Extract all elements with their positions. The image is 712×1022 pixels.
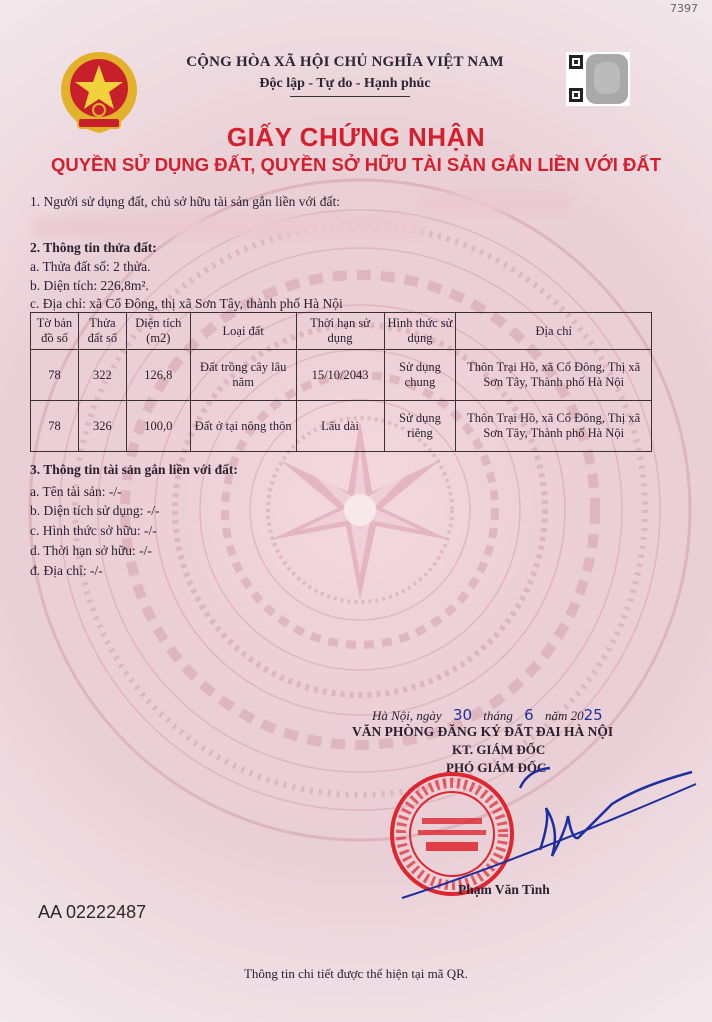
table-cell: 126,8	[126, 350, 190, 401]
table-cell: 78	[31, 350, 79, 401]
certificate-subtitle: QUYỀN SỬ DỤNG ĐẤT, QUYỀN SỞ HỮU TÀI SẢN GẮN LIỀN VỚI ĐẤT	[50, 154, 662, 175]
section-3-label: 3. Thông tin tài sản gắn liền với đất:	[30, 462, 238, 477]
table-header: Loại đất	[190, 313, 296, 350]
table-row	[31, 401, 652, 452]
table-header: Thửa đất số	[78, 313, 126, 350]
asset-address: đ. Địa chỉ: -/-	[30, 563, 103, 578]
land-parcel-table	[30, 312, 652, 452]
redacted-owner-details	[34, 218, 424, 236]
signing-kt: KT. GIÁM ĐỐC	[452, 742, 546, 757]
table-cell: Thôn Trại Hồ, xã Cổ Đông, Thị xã Sơn Tây, Thành phố Hà Nội	[456, 401, 652, 452]
signing-position: PHÓ GIÁM ĐỐC	[446, 760, 547, 775]
motto-underline	[290, 96, 410, 97]
parcel-count: a. Thửa đất số: 2 thửa.	[30, 259, 151, 274]
asset-ownership-term: d. Thời hạn sở hữu: -/-	[30, 543, 152, 558]
serial-number: AA 02222487	[38, 902, 147, 922]
signing-office: VĂN PHÒNG ĐĂNG KÝ ĐẤT ĐAI HÀ NỘI	[352, 724, 614, 739]
table-header: Hình thức sử dụng	[384, 313, 456, 350]
table-cell: Đất trồng cây lâu năm	[190, 350, 296, 401]
section-1-label: 1. Người sử dụng đất, chủ sở hữu tài sản gắn liền với đất:	[30, 194, 340, 209]
table-cell: 100,0	[126, 401, 190, 452]
signing-date: Hà Nội, ngày 30 tháng 6 năm 2025	[372, 706, 603, 724]
signer-name: Phạm Văn Tình	[458, 882, 550, 897]
signature-icon	[400, 760, 700, 910]
table-cell: Sử dụng riêng	[384, 401, 456, 452]
table-cell: Sử dụng chung	[384, 350, 456, 401]
table-header-row	[31, 313, 652, 350]
redacted-owner	[420, 194, 570, 212]
certificate-title: GIẤY CHỨNG NHẬN	[226, 122, 486, 152]
corner-number: 7397	[670, 2, 698, 15]
asset-name: a. Tên tài sản: -/-	[30, 484, 122, 499]
table-row	[31, 350, 652, 401]
table-cell: Đất ở tại nông thôn	[190, 401, 296, 452]
table-cell: 326	[78, 401, 126, 452]
table-header: Địa chỉ	[456, 313, 652, 350]
table-cell: Thôn Trại Hồ, xã Cổ Đông, Thị xã Sơn Tây, Thành phố Hà Nội	[456, 350, 652, 401]
table-header: Diện tích (m2)	[126, 313, 190, 350]
qr-code-icon	[566, 52, 630, 106]
parcel-address: c. Địa chỉ: xã Cổ Đông, thị xã Sơn Tây, thành phố Hà Nội	[30, 296, 343, 311]
parcel-area: b. Diện tích: 226,8m².	[30, 278, 149, 293]
table-cell: Lâu dài	[296, 401, 384, 452]
table-header: Thời hạn sử dụng	[296, 313, 384, 350]
footer-note: Thông tin chi tiết được thể hiện tại mã QR.	[243, 966, 469, 981]
national-motto: Độc lập - Tự do - Hạnh phúc	[259, 76, 431, 91]
table-cell: 78	[31, 401, 79, 452]
asset-area: b. Diện tích sử dụng: -/-	[30, 503, 160, 518]
nation-name: CỘNG HÒA XÃ HỘI CHỦ NGHĨA VIỆT NAM	[186, 54, 504, 70]
table-cell: 15/10/2043	[296, 350, 384, 401]
asset-ownership-form: c. Hình thức sở hữu: -/-	[30, 523, 157, 538]
table-header: Tờ bản đồ số	[31, 313, 79, 350]
table-cell: 322	[78, 350, 126, 401]
section-2-label: 2. Thông tin thửa đất:	[30, 240, 157, 255]
